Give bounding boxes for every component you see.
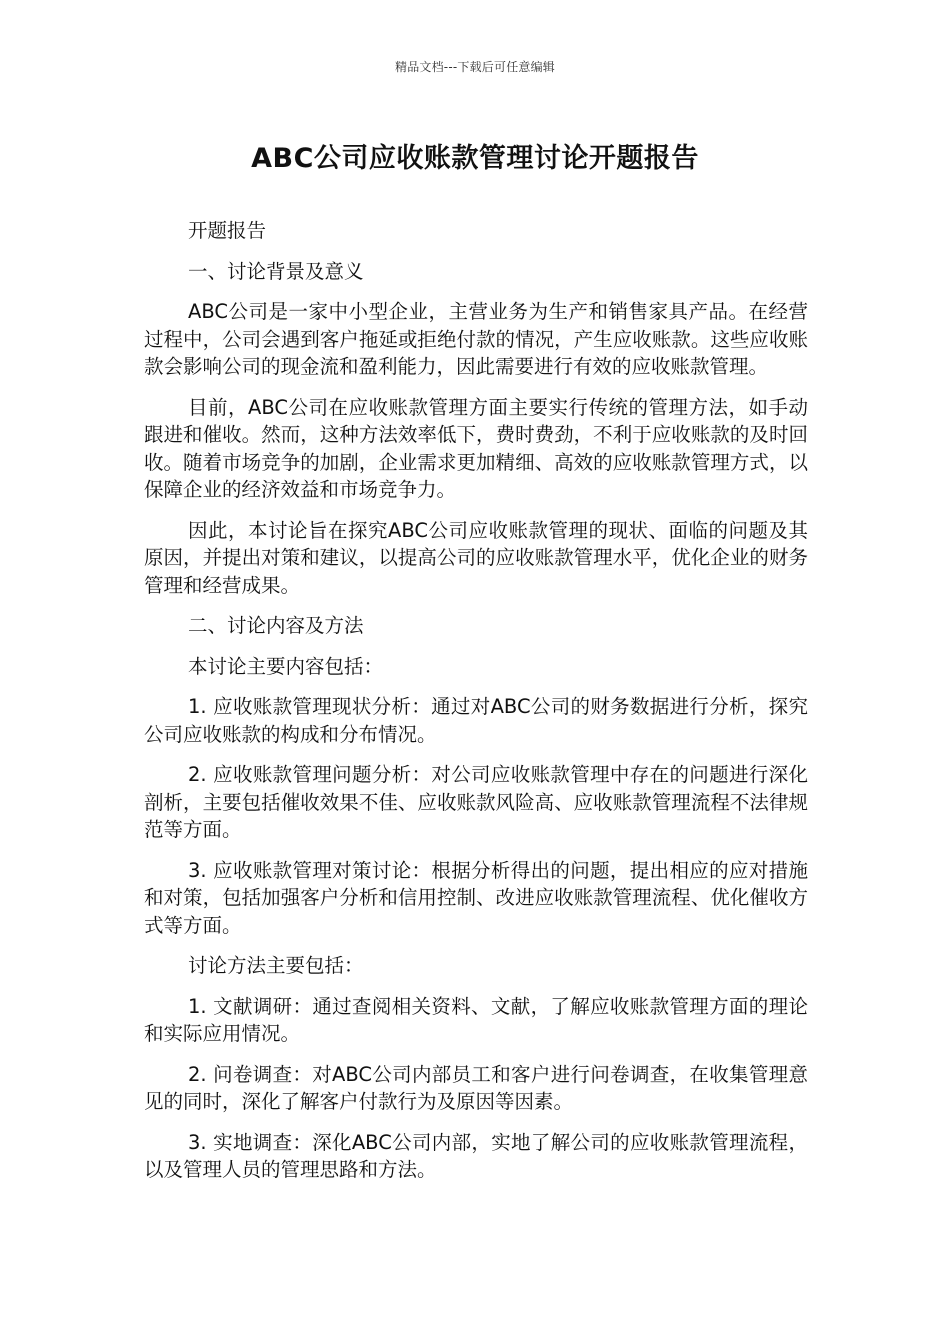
list-item-content-2: 2. 应收账款管理问题分析：对公司应收账款管理中存在的问题进行深化剖析，主要包括催收效果不佳、应收账款风险高、应收账款管理流程不法律规范等方面。 (144, 763, 808, 841)
heading-content-methods: 二、讨论内容及方法 (188, 614, 364, 637)
heading-background: 一、讨论背景及意义 (188, 259, 364, 283)
list-item-method-1: 1. 文献调研：通过查阅相关资料、文献，了解应收账款管理方面的理论和实际应用情况。 (144, 994, 808, 1045)
paragraph-methods-intro: 讨论方法主要包括： (188, 954, 364, 977)
paragraph-company-intro: ABC公司是一家中小型企业，主营业务为生产和销售家具产品。在经营过程中，公司会遇到客户拖延或拒绝付款的情况，产生应收账款。这些应收账款会影响公司的现金流和盈利能力，因此需要进行有效的应收账款管理。 (144, 300, 808, 378)
list-item-method-3: 3. 实地调查：深化ABC公司内部，实地了解公司的应收账款管理流程，以及管理人员的管理思路和方法。 (144, 1130, 808, 1181)
section-label-report: 开题报告 (188, 219, 267, 242)
header-note: 精品文档---下载后可任意编辑 (395, 60, 555, 74)
list-item-method-2: 2. 问卷调查：对ABC公司内部员工和客户进行问卷调查，在收集管理意见的同时，深化了解客户付款行为及原因等因素。 (144, 1062, 808, 1113)
document-title: ABC公司应收账款管理讨论开题报告 (251, 143, 699, 174)
paragraph-current-methods: 目前，ABC公司在应收账款管理方面主要实行传统的管理方法，如手动跟进和催收。然而，这种方法效率低下，费时费劲，不利于应收账款的及时回收。随着市场竞争的加剧，企业需求更加精细、高效的应收账款管理方式，以保障企业的经济效益和市场竞争力。 (144, 395, 808, 501)
list-item-content-3: 3. 应收账款管理对策讨论：根据分析得出的问题，提出相应的应对措施和对策，包括加强客户分析和信用控制、改进应收账款管理流程、优化催收方式等方面。 (144, 858, 808, 937)
list-item-content-1: 1. 应收账款管理现状分析：通过对ABC公司的财务数据进行分析，探究公司应收账款的构成和分布情况。 (144, 695, 808, 746)
document-body (144, 217, 808, 1197)
paragraph-content-intro: 本讨论主要内容包括： (188, 654, 384, 678)
paragraph-purpose: 因此，本讨论旨在探究ABC公司应收账款管理的现状、面临的问题及其原因，并提出对策和建议，以提高公司的应收账款管理水平，优化企业的财务管理和经营成果。 (144, 518, 808, 597)
